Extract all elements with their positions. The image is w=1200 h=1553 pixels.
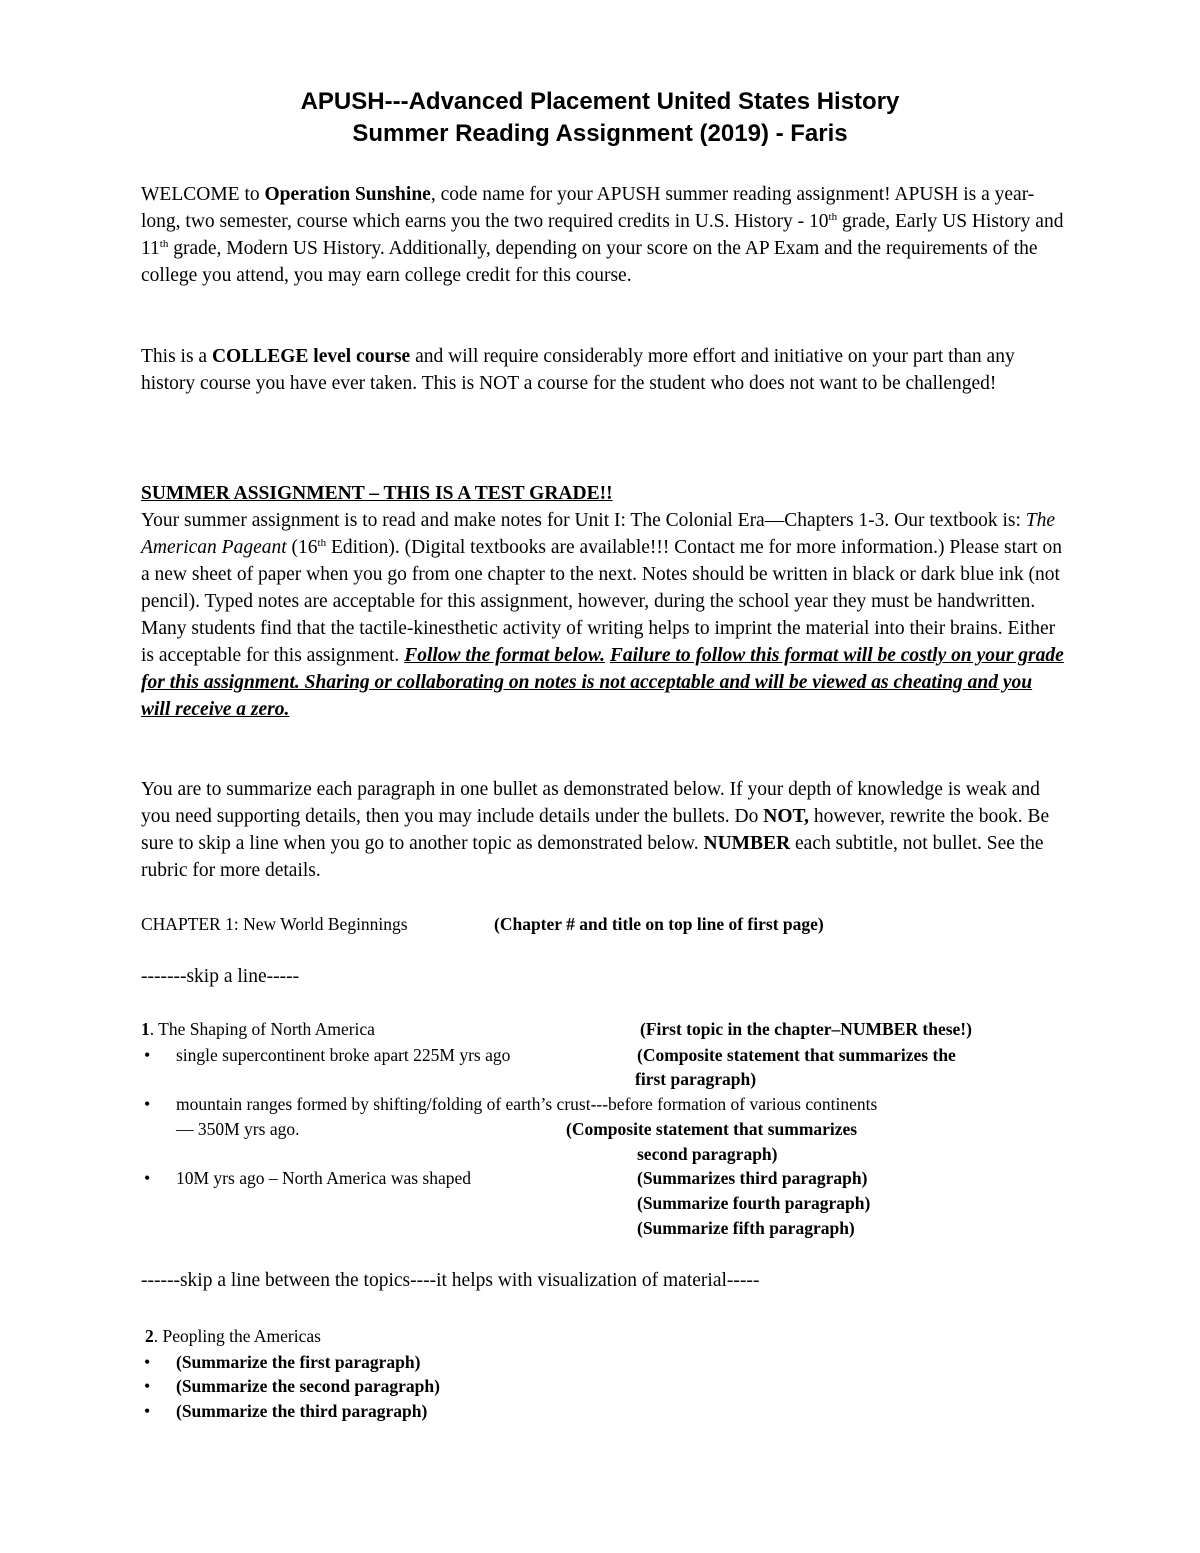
topic-2-bullet-2: (Summarize the second paragraph)	[176, 1376, 440, 1396]
topic-2-bullet-3: (Summarize the third paragraph)	[176, 1401, 428, 1421]
bullet-2-text-1: mountain ranges formed by shifting/folding of earth’s crust---before formation of various continents	[176, 1094, 878, 1114]
bullet-icon: •	[144, 1401, 151, 1421]
note-5: (Summarize fifth paragraph)	[637, 1218, 855, 1238]
bullet-3-text: 10M yrs ago – North America was shaped	[176, 1168, 472, 1188]
bullet-3-note: (Summarizes third paragraph)	[637, 1168, 868, 1188]
bullet-1-text: single supercontinent broke apart 225M yrs ago	[176, 1045, 511, 1065]
title-line-2: Summer Reading Assignment (2019) - Faris	[352, 120, 848, 147]
chapter-example-label: CHAPTER 1: New World Beginnings	[141, 914, 408, 934]
bullet-icon: •	[144, 1045, 151, 1065]
welcome-paragraph: WELCOME to Operation Sunshine, code name for your APUSH summer reading assignment! APUSH is a year-long, two semester, course which earns you the two required credits in U.S. History - 10th grade, Early US History and 11th grade, Modern US History. Additionally, depending on your score on the AP Exam and the requirements of the college you attend, you may earn college credit for this course.	[141, 184, 1064, 286]
bullet-icon: •	[144, 1376, 151, 1396]
bullet-2-text-2: — 350M yrs ago.	[176, 1119, 300, 1139]
topic-2-heading: 2. Peopling the Americas	[145, 1326, 321, 1346]
warning-text: Failure to follow this format will be costly on your grade for this assignment. Sharing or collaborating on notes is not acceptable and will be viewed as cheating and you will receive a zero.	[141, 645, 1064, 720]
college-paragraph: This is a COLLEGE level course and will require considerably more effort and initiative on your part than any history course you have ever taken. This is NOT a course for the student who does not want to be challenged!	[141, 346, 1015, 394]
assignment-paragraph: SUMMER ASSIGNMENT – THIS IS A TEST GRADE!! Your summer assignment is to read and make notes for Unit I: The Colonial Era—Chapters 1-3. Our textbook is: The American Pageant (16th Edition). (Digital textbooks are available!!! Contact me for more information.) Please start on a new sheet of paper when you go from one chapter to the next. Notes should be written in black or dark blue ink (not pencil). Typed notes are acceptable for this assignment, however, during the school year they must be handwritten. Many students find that the tactile-kinesthetic activity of writing helps to imprint the material into their brains. Either is acceptable for this assignment. Follow the format below. Failure to follow this format will be costly on your grade for this assignment. Sharing or collaborating on notes is not acceptable and will be viewed as cheating and you will receive a zero.	[141, 483, 1064, 720]
bullet-2-note-2: second paragraph)	[637, 1144, 778, 1164]
topic-1-note: (First topic in the chapter–NUMBER these!)	[640, 1019, 972, 1039]
bullet-2-note-1: (Composite statement that summarizes	[566, 1119, 858, 1139]
textbook-title: The American Pageant	[141, 510, 1056, 558]
skip-line-1: -------skip a line-----	[141, 966, 300, 987]
summarize-paragraph: You are to summarize each paragraph in one bullet as demonstrated below. If your depth of knowledge is weak and you need supporting details, then you may include details under the bullets. Do NOT, however, rewrite the book. Be sure to skip a line when you go to another topic as demonstrated below. NUMBER each subtitle, not bullet. See the rubric for more details.	[141, 779, 1050, 881]
bullet-icon: •	[144, 1168, 151, 1188]
bullet-1-note-2: first paragraph)	[635, 1069, 757, 1089]
bullet-1-note-1: (Composite statement that summarizes the	[637, 1045, 956, 1065]
topic-1-heading: 1. The Shaping of North America	[141, 1019, 375, 1039]
bullet-icon: •	[144, 1352, 151, 1372]
note-4: (Summarize fourth paragraph)	[637, 1193, 871, 1213]
topic-2-bullet-1: (Summarize the first paragraph)	[176, 1352, 421, 1372]
skip-line-2: ------skip a line between the topics----it helps with visualization of material-----	[141, 1270, 760, 1291]
bullet-icon: •	[144, 1094, 151, 1114]
assignment-heading: SUMMER ASSIGNMENT – THIS IS A TEST GRADE!!	[141, 483, 613, 504]
chapter-example-note: (Chapter # and title on top line of first page)	[494, 914, 824, 934]
operation-sunshine: Operation Sunshine	[264, 184, 431, 205]
title-line-1: APUSH---Advanced Placement United States History	[300, 88, 900, 115]
